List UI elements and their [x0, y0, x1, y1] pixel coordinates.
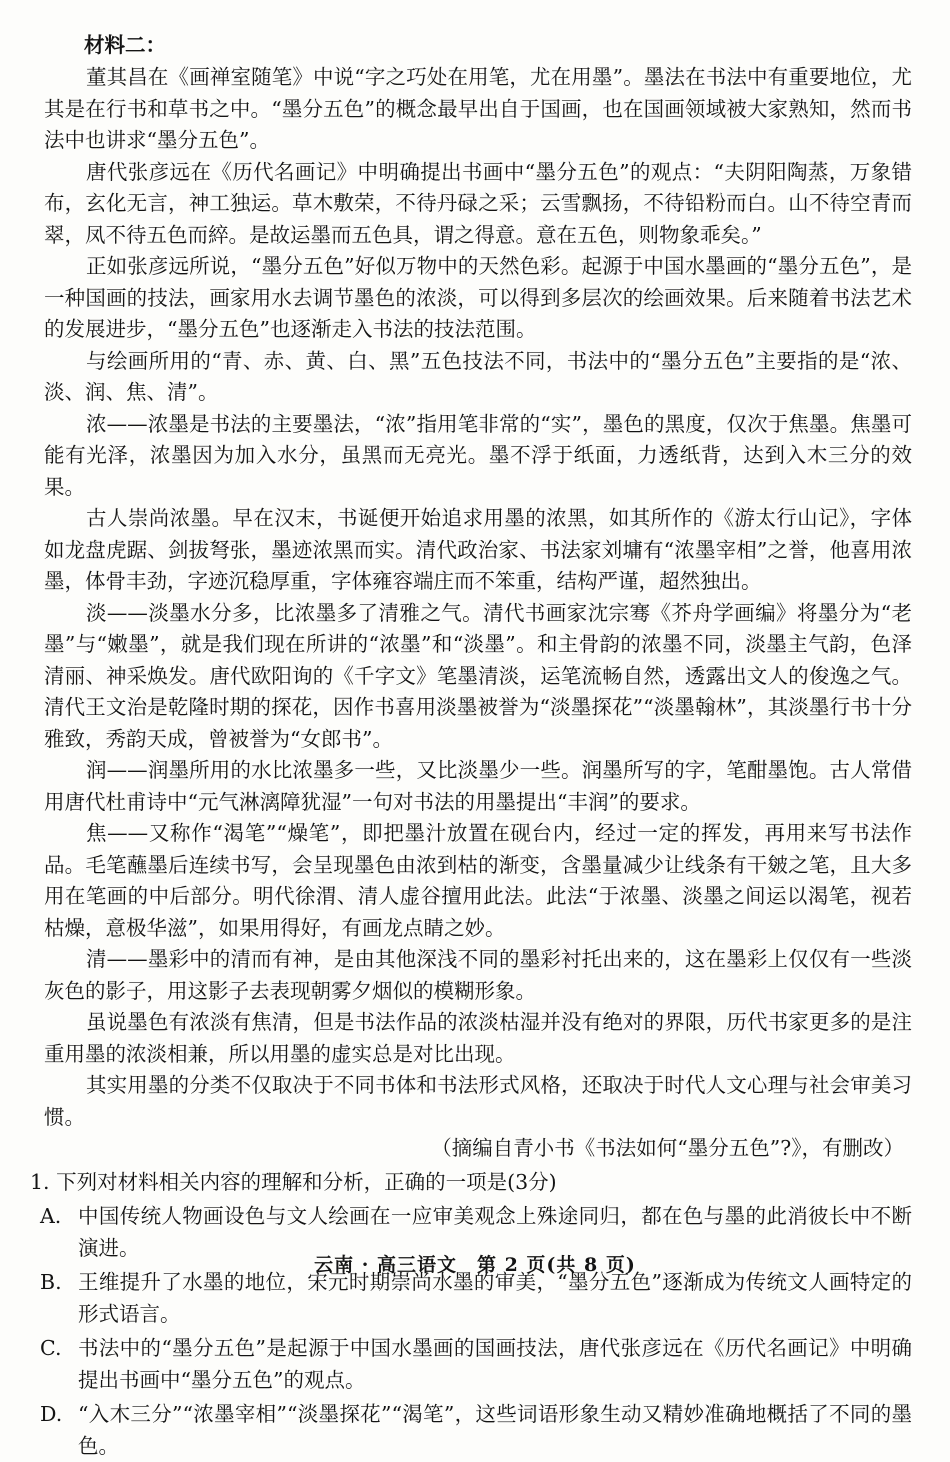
option-text: 中国传统人物画设色与文人绘画在一应审美观念上殊途同归，都在色与墨的此消彼长中不断演进。 — [78, 1204, 912, 1260]
option-letter: C. — [40, 1336, 62, 1360]
paragraph-jiao: 焦——又称作“渴笔”“燥笔”，即把墨汁放置在砚台内，经过一定的挥发，再用来写书法作品。毛笔蘸墨后连续书写，会呈现墨色由浓到枯的渐变，含墨量减少让线条有干皴之笔，且大多用在笔画的中后部分。明代徐渭、清人虚谷擅用此法。此法“于浓墨、淡墨之间运以渴笔，视若枯燥，意极华滋”，如果用得好，有画龙点睛之妙。 — [44, 821, 912, 940]
paragraph-nong-history: 古人崇尚浓墨。早在汉末，书诞便开始追求用墨的浓黑，如其所作的《游太行山记》，字体如龙盘虎踞、剑拔弩张，墨迹浓黑而实。清代政治家、书法家刘墉有“浓墨宰相”之誉，他喜用浓墨，体骨丰劲，字迹沉稳厚重，字体雍容端庄而不笨重，结构严谨，超然独出。 — [44, 506, 912, 593]
paragraph-five-colors: 与绘画所用的“青、赤、黄、白、黑”五色技法不同，书法中的“墨分五色”主要指的是“浓、淡、润、焦、清”。 — [44, 348, 912, 404]
question-stem: 1. 下列对材料相关内容的理解和分析，正确的一项是(3分) — [30, 1169, 557, 1194]
option-letter: D. — [40, 1402, 63, 1426]
section-heading: 材料二： — [84, 33, 166, 57]
source-citation: （摘编自青小书《书法如何“墨分五色”?》，有删改） — [431, 1136, 904, 1160]
paragraph-origin: 正如张彦远所说，“墨分五色”好似万物中的天然色彩。起源于中国水墨画的“墨分五色”，是一种国画的技法，画家用水去调节墨色的浓淡，可以得到多层次的绘画效果。后来随着书法艺术的发展进步，“墨分五色”也逐渐走入书法的技法范围。 — [44, 254, 912, 341]
paragraph-conclusion: 其实用墨的分类不仅取决于不同书体和书法形式风格，还取决于时代人文心理与社会审美习惯。 — [44, 1073, 912, 1129]
option-d — [40, 1398, 912, 1462]
option-letter: A. — [40, 1204, 62, 1228]
paragraph-qing: 清——墨彩中的清而有神，是由其他深浅不同的墨彩衬托出来的，这在墨彩上仅仅有一些淡灰色的影子，用这影子去表现朝雾夕烟似的模糊形象。 — [44, 947, 912, 1003]
paragraph-summary: 虽说墨色有浓淡有焦清，但是书法作品的浓淡枯湿并没有绝对的界限，历代书家更多的是注重用墨的浓淡相兼，所以用墨的虚实总是对比出现。 — [44, 1010, 912, 1066]
option-letter: B. — [40, 1270, 62, 1294]
paragraph-run: 润——润墨所用的水比浓墨多一些，又比淡墨少一些。润墨所写的字，笔酣墨饱。古人常借用唐代杜甫诗中“元气淋漓障犹湿”一句对书法的用墨提出“丰润”的要求。 — [44, 758, 912, 814]
paragraph-dan: 淡——淡墨水分多，比浓墨多了清雅之气。清代书画家沈宗骞《芥舟学画编》将墨分为“老墨”与“嫩墨”，就是我们现在所讲的“浓墨”和“淡墨”。和主骨韵的浓墨不同，淡墨主气韵，色泽清丽、神采焕发。唐代欧阳询的《千字文》笔墨清淡，运笔流畅自然，透露出文人的俊逸之气。清代王文治是乾隆时期的探花，因作书喜用淡墨被誉为“淡墨探花”“淡墨翰林”，其淡墨行书十分雅致，秀韵天成，曾被誉为“女郎书”。 — [44, 600, 912, 751]
option-c — [40, 1332, 912, 1396]
option-text: “入木三分”“浓墨宰相”“淡墨探花”“渴笔”，这些词语形象生动又精妙准确地概括了不同的墨色。 — [78, 1402, 912, 1458]
option-text: 书法中的“墨分五色”是起源于中国水墨画的国画技法，唐代张彦远在《历代名画记》中明确提出书画中“墨分五色”的观点。 — [78, 1336, 912, 1392]
paragraph-intro: 董其昌在《画禅室随笔》中说“字之巧处在用笔，尤在用墨”。墨法在书法中有重要地位，尤其是在行书和草书之中。“墨分五色”的概念最早出自于国画，也在国画领域被大家熟知，然而书法中也讲求“墨分五色”。 — [44, 65, 912, 152]
page-footer: 云南 · 高三语文 第 2 页(共 8 页) — [314, 1254, 636, 1276]
paragraph-nong: 浓——浓墨是书法的主要墨法，“浓”指用笔非常的“实”，墨色的黑度，仅次于焦墨。焦墨可能有光泽，浓墨因为加入水分，虽黑而无亮光。墨不浮于纸面，力透纸背，达到入木三分的效果。 — [44, 411, 912, 499]
paragraph-zhang-yanyuan: 唐代张彦远在《历代名画记》中明确提出书画中“墨分五色”的观点：“夫阴阳陶蒸，万象错布，玄化无言，神工独运。草木敷荣，不待丹碌之采；云雪飘扬，不待铅粉而白。山不待空青而翠，凤不待五色而綷。是故运墨而五色具，谓之得意。意在五色，则物象乖矣。” — [44, 159, 912, 247]
option-text: 王维提升了水墨的地位，宋元时期崇尚水墨的审美，“墨分五色”逐渐成为传统文人画特定的形式语言。 — [78, 1270, 912, 1326]
document-page — [30, 30, 912, 1462]
